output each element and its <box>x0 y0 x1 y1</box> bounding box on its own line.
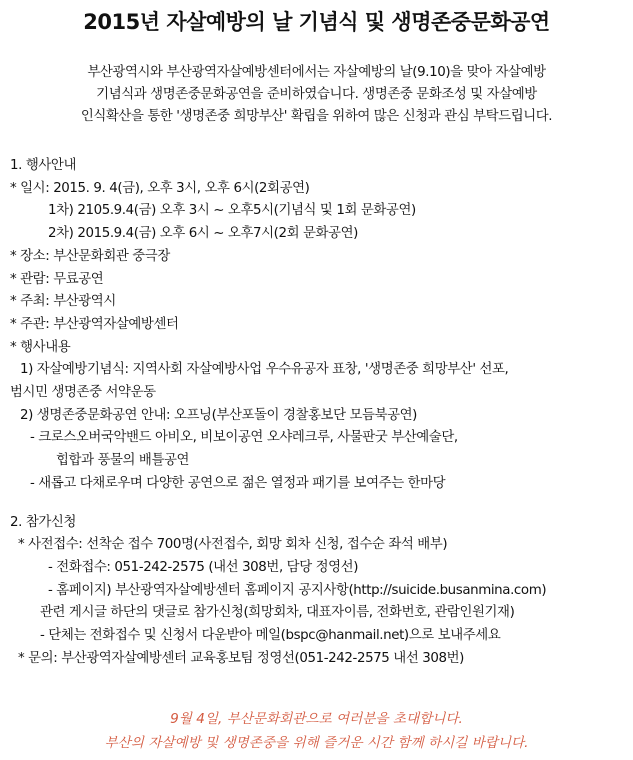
registration-advance: * 사전접수: 선착순 접수 700명(사전접수, 회망 회차 신청, 접수순 좌석 배부) <box>18 537 448 553</box>
program-item-ceremony-cont: 범시민 생명존중 서약운동 <box>10 385 156 401</box>
closing-message <box>0 707 633 755</box>
section-heading-registration: 2. 참가신청 <box>10 514 76 530</box>
registration-homepage-cont: 관련 게시글 하단의 댓글로 참가신청(희망회차, 대표자이름, 전화번호, 관람인원기재) <box>40 605 515 621</box>
registration-group: - 단체는 전화접수 및 신청서 다운받아 메일(bspc@hanmail.net)으로 보내주세요 <box>40 628 501 644</box>
event-session-1: 1차) 2105.9.4(금) 오후 3시 ~ 오후5시(기념식 및 1회 문화공연) <box>48 203 416 219</box>
closing-line: 9월 4일, 부산문화회관으로 여러분을 초대합니다. <box>170 711 463 727</box>
intro-line: 기념식과 생명존중문화공연을 준비하였습니다. 생명존중 문화조성 및 자살예방 <box>96 87 537 102</box>
program-item-performance: 2) 생명존중문화공연 안내: 오프닝(부산포돌이 경찰홍보단 모듬북공연) <box>20 407 417 423</box>
registration-phone: - 전화접수: 051-242-2575 (내선 308번, 담당 정영선) <box>48 559 359 575</box>
program-heading: * 행사내용 <box>10 339 71 355</box>
event-details <box>10 155 625 670</box>
intro-line: 인식확산을 통한 '생명존중 희망부산' 확립을 위하여 많은 신청과 관심 부탁드립니다. <box>80 109 553 124</box>
performance-lineup: - 크로스오버국악밴드 아비오, 비보이공연 오샤레크루, 사물판굿 부산예술단, <box>30 430 458 446</box>
program-item-ceremony: 1) 자살예방기념식: 지역사회 자살예방사업 우수유공자 표창, '생명존중 희망부산' 선포, <box>20 362 509 378</box>
document-title: 2015년 자살예방의 날 기념식 및 생명존중문화공연 <box>83 10 550 34</box>
event-session-2: 2차) 2015.9.4(금) 오후 6시 ~ 오후7시(2회 문화공연) <box>48 226 358 242</box>
intro-line: 부산광역시와 부산광역자살예방센터에서는 자살예방의 날(9.10)을 맞아 자살예방 <box>87 65 546 80</box>
event-admission: * 관람: 무료공연 <box>10 271 104 287</box>
registration-homepage: - 홈페이지) 부산광역자살예방센터 홈페이지 공지사항(http://suicide.busanmina.com) <box>48 582 547 598</box>
registration-contact: * 문의: 부산광역자살예방센터 교육홍보팀 정영선(051-242-2575 내선 308번) <box>18 650 464 666</box>
section-heading-event: 1. 행사안내 <box>10 158 76 173</box>
event-place: * 장소: 부산문화회관 중극장 <box>10 248 170 264</box>
event-date: * 일시: 2015. 9. 4(금), 오후 3시, 오후 6시(2회공연) <box>10 180 310 196</box>
section-gap <box>10 496 625 512</box>
performance-lineup-cont: 힙합과 풍물의 배틀공연 <box>56 453 190 469</box>
intro-paragraph <box>0 62 633 128</box>
event-host: * 주최: 부산광역시 <box>10 294 116 310</box>
event-organizer: * 주관: 부산광역자살예방센터 <box>10 316 179 332</box>
performance-description: - 새롭고 다채로우며 다양한 공연으로 젊은 열정과 패기를 보여주는 한마당 <box>30 475 446 491</box>
closing-line: 부산의 자살예방 및 생명존중을 위해 즐거운 시간 함께 하시길 바랍니다. <box>104 735 529 751</box>
